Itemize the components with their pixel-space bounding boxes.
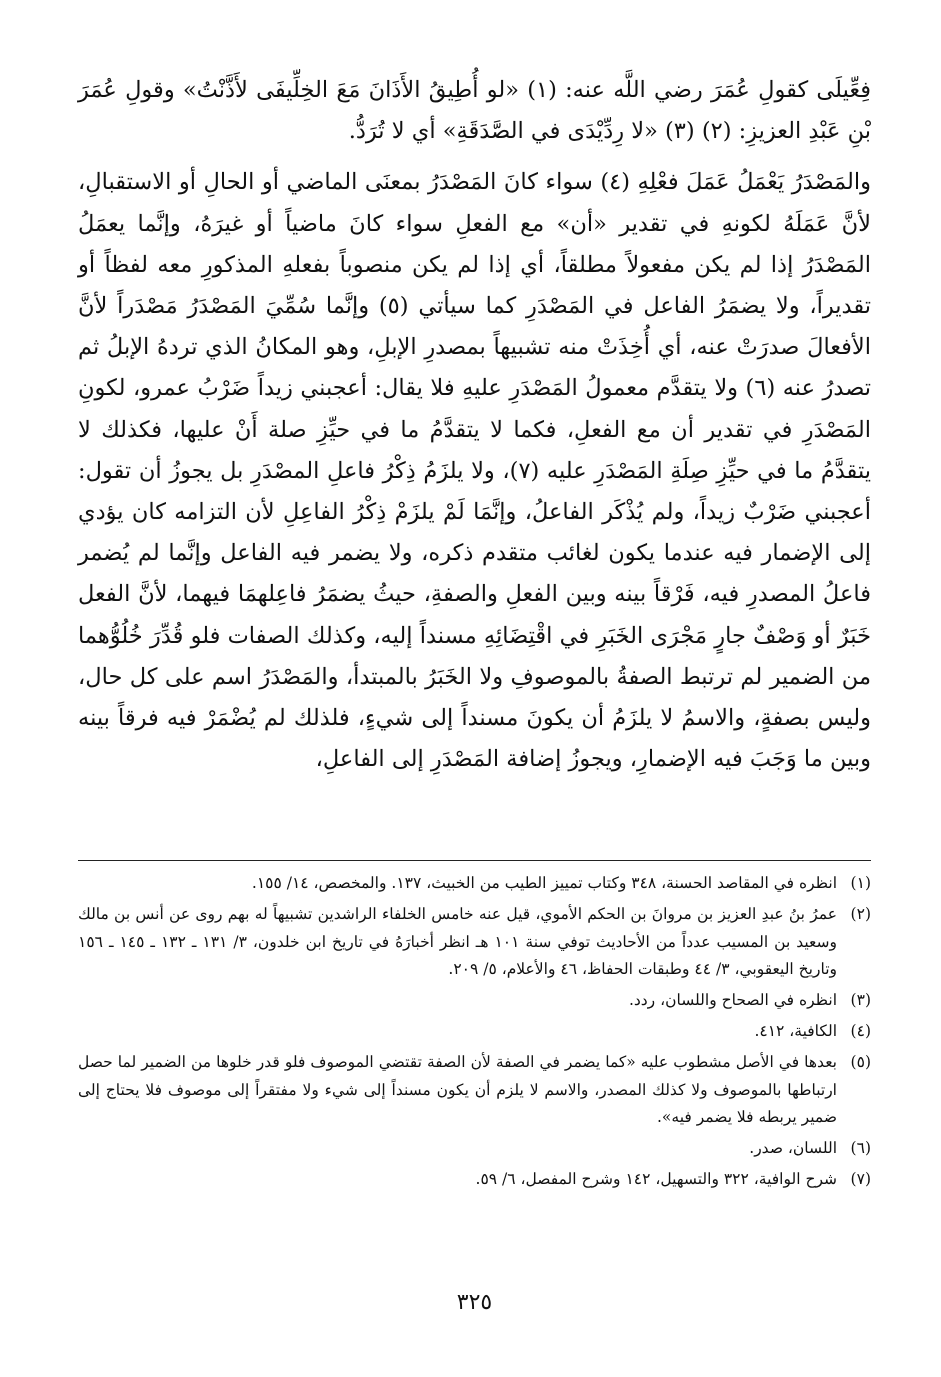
footnote-6 [78, 1135, 871, 1163]
footnote-number: (٦) [850, 1139, 871, 1158]
footnote-4 [78, 1018, 871, 1046]
book-page [78, 70, 872, 1315]
page-number: ٣٢٥ [456, 1290, 493, 1315]
footnote-text: بعدها في الأصل مشطوب عليه «كما يضمر في الصفة لأن الصفة تقتضي الموصوف فلو قدر خلوها من الضمير لما حصل ارتباطها بالموصوف ولا كذلك المصدر، والاسم لا يلزم أن يكون مسنداً إلى شيء ولا مفتقراً إلى موصوف فلا يحتاج إلى ضمير يربطه فلا يضمر فيه». [78, 1052, 837, 1127]
footnote-text: شرح الوافية، ٣٢٢ والتسهيل، ١٤٢ وشرح المفصل، ٦/ ٥٩. [475, 1169, 837, 1188]
footnote-number: (١) [850, 874, 871, 892]
footnote-text: عمرُ بنُ عبدِ العزيز بن مروانَ بن الحكم الأموي، قيل عنه خامس الخلفاء الراشدين تشبيهاً له بهم روى عن أنس بن مالك وسعيد بن المسيب عدداً من الأحاديث توفي سنة ١٠١ هـ انظر أخبارَهُ في تاريخ ابن خلدون، ٣/ ١٣١ ـ ١٣٢ ـ ١٤٥ ـ ١٥٦ وتاريخ اليعقوبي، ٣/ ٤٤ وطبقات الحفاظ، ٤٦ والأعلام، ٥/ ٢٠٩. [78, 904, 837, 979]
footnote-number: (٤) [850, 1021, 871, 1040]
footnote-3 [78, 987, 871, 1015]
footnote-7 [78, 1166, 871, 1194]
footnote-text: انظره في الصحاح واللسان، ردد. [628, 991, 837, 1010]
paragraph-2: والمَصْدَرُ يَعْمَلُ عَمَلَ فعْلِهِ (٤) سواء كانَ المَصْدَرُ بمعنَى الماضي أو الحالِ أو الاستقبالِ، لأنَّ عَمَلَهُ لكونهِ في تقدير «أن» مع الفعلِ سواء كانَ ماضياً أو غيرَهُ، وإنَّما يعمَلُ المَصْدَرُ إذا لم يكن مفعولاً مطلقاً، أي إذا لم يكن منصوباً بفعلهِ المذكورِ معه لفظاً أو تقديراً، ولا يضمَرُ الفاعل في المَصْدَرِ كما سيأتي (٥) وإنَّما سُمِّيَ المَصْدَرُ مَصْدَراً لأنَّ الأفعالَ صدرَتْ عنه، أي أُخِذَتْ منه تشبيهاً بمصدرِ الإبلِ، وهو المكانُ الذي تردهُ الإبلُ ثم تصدرُ عنه (٦) ولا يتقدَّم معمولُ المَصْدَرِ عليهِ فلا يقال: أعجبني زيداً ضَرْبُ عمرو، لكونِ المَصْدَرِ في تقدير أن مع الفعلِ، فكما لا يتقدَّمُ ما في حيِّزِ صلة أَنْ عليها، فكذلك لا يتقدَّمُ ما في حيِّزِ صِلَةِ المَصْدَرِ عليه (٧)، ولا يلزَمُ ذِكْرُ فاعلِ المصْدَرِ بل يجوزُ أن تقول: أعجبني ضَرْبٌ زيداً، ولم يُذْكَر الفاعلُ، وإنَّمَا لَمْ يلزَمْ ذِكْرُ الفاعِلِ لأن التزامه كان يؤدي إلى الإضمار فيه عندما يكون لغائب متقدم ذكره، ولا يضمر فيه الفاعل وإنَّما لم يُضمر فاعلُ المصدرِ فيه، فَرْقاً بينه وبين الفعلِ والصفةِ، حيثُ يضمَرُ فاعِلهمَا فيهما، لأنَّ الفعل خَبَرٌ أو وَصْفٌ جارٍ مَجْرَى الخَبَرِ في اقْتِضَائِهِ مسنداً إليه، وكذلك الصفات فلو قُدِّرَ خُلُوُّهما من الضمير لم ترتبط الصفةُ بالموصوفِ ولا الخَبَرُ بالمبتدأ، والمَصْدَرُ اسم على كل حال، وليس بصفةٍ، والاسمُ لا يلزَمُ أن يكونَ مسنداً إلى شيءٍ، فلذلك لم يُضْمَرْ فيه فرقاً بينه وبين ما وَجَبَ فيه الإضمارِ، ويجوزُ إضافة المَصْدَرِ إلى الفاعلِ، [78, 169, 871, 773]
footnote-number: (٣) [850, 991, 871, 1010]
footnote-5 [78, 1049, 871, 1132]
footnote-text: انظره في المقاصد الحسنة، ٣٤٨ وكتاب تمييز الطيب من الخبيث، ١٣٧. والمخصص، ١٤/ ١٥٥. [251, 874, 837, 892]
footnote-2 [78, 901, 871, 984]
footnote-1 [78, 870, 871, 898]
footnote-number: (٥) [850, 1052, 871, 1071]
footnote-text: الكافية، ٤١٢. [754, 1021, 837, 1040]
paragraph-1: فِعِّيلَى كقولِ عُمَرَ رضي اللَّه عنه: (١) «لو أُطِيقُ الأَذَانَ مَعَ الخِلِّيفَى لأَذَّنْتُ» وقولِ عُمَرَ بْنِ عَبْدِ العزيزِ: (٢) (٣) «لا رِدِّيْدَى في الصَّدَقَةِ» أي لا تُرَدُّ. [78, 77, 872, 145]
footnote-text: اللسان، صدر. [749, 1139, 837, 1158]
footnotes [78, 870, 871, 1197]
footnote-number: (٢) [850, 904, 871, 923]
footnote-number: (٧) [850, 1169, 871, 1188]
main-text [78, 70, 871, 780]
footnote-separator [78, 860, 871, 861]
